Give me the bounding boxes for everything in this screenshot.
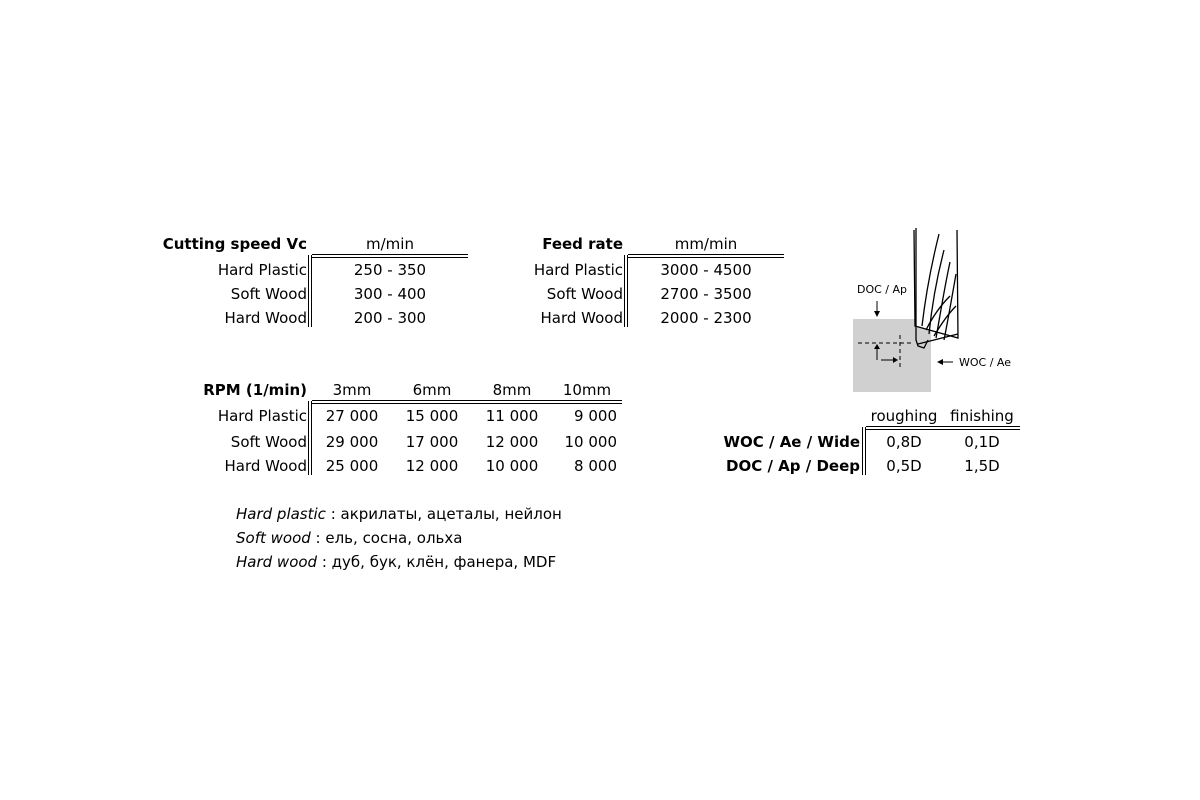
header-double-rule [312, 400, 622, 404]
cutting-speed-row-value: 200 - 300 [353, 309, 427, 327]
doc-label: DOC / Ap [857, 283, 908, 296]
depth-cell: 0,8D [886, 433, 922, 451]
cutting-speed-row-label: Hard Wood [224, 309, 307, 327]
end-mill-diagram [840, 222, 1030, 398]
depth-row-label: DOC / Ap / Deep [726, 457, 860, 475]
rpm-cell: 10 000 [485, 457, 539, 475]
rpm-column-header: 10mm [562, 381, 612, 399]
depth-row-label: WOC / Ae / Wide [723, 433, 860, 451]
feed-rate-row-value: 2000 - 2300 [660, 309, 752, 327]
depth-cell: 0,5D [886, 457, 922, 475]
note-term: Soft wood [236, 529, 311, 547]
cutting-speed-row-label: Soft Wood [230, 285, 307, 303]
depth-column-header: finishing [950, 407, 1014, 425]
note-line [236, 552, 556, 572]
depth-column-header: roughing [870, 407, 938, 425]
header-double-rule [866, 426, 1020, 430]
rpm-cell: 15 000 [405, 407, 459, 425]
cutting-speed-row-label: Hard Plastic [217, 261, 307, 279]
rpm-row-label: Hard Plastic [217, 407, 307, 425]
rpm-cell: 27 000 [325, 407, 379, 425]
header-double-rule [628, 254, 784, 258]
rpm-row-label: Hard Wood [224, 457, 307, 475]
feed-rate-row-label: Hard Plastic [533, 261, 623, 279]
rpm-cell: 25 000 [325, 457, 379, 475]
feed-rate-row-value: 3000 - 4500 [660, 261, 752, 279]
cutting-speed-row-value: 300 - 400 [353, 285, 427, 303]
note-term: Hard plastic [236, 505, 326, 523]
depth-cell: 1,5D [964, 457, 1000, 475]
feed-rate-row-label: Soft Wood [546, 285, 623, 303]
rpm-cell: 29 000 [325, 433, 379, 451]
workpiece-block [853, 319, 931, 392]
rpm-cell: 17 000 [405, 433, 459, 451]
note-text: : ель, сосна, ольха [310, 529, 463, 547]
note-line [236, 504, 562, 524]
cutting-speed-unit: m/min [366, 235, 414, 253]
note-text: : дуб, бук, клён, фанера, MDF [317, 553, 557, 571]
rpm-column-header: 3mm [332, 381, 372, 399]
note-text: : акрилаты, ацеталы, нейлон [325, 505, 562, 523]
rpm-title: RPM (1/min) [203, 381, 307, 399]
rpm-column-header: 8mm [492, 381, 532, 399]
rpm-column-header: 6mm [412, 381, 452, 399]
rpm-cell: 12 000 [485, 433, 539, 451]
depth-cell: 0,1D [964, 433, 1000, 451]
rpm-cell: 8 000 [574, 457, 617, 475]
cutting-speed-row-value: 250 - 350 [353, 261, 427, 279]
note-term: Hard wood [236, 553, 318, 571]
feed-rate-row-label: Hard Wood [540, 309, 623, 327]
rpm-cell: 9 000 [574, 407, 617, 425]
feed-rate-row-value: 2700 - 3500 [660, 285, 752, 303]
feed-rate-unit: mm/min [674, 235, 738, 253]
header-double-rule [312, 254, 468, 258]
rpm-cell: 10 000 [564, 433, 617, 451]
note-line [236, 528, 462, 548]
feed-rate-title: Feed rate [542, 235, 623, 253]
cutting-speed-title: Cutting speed Vc [162, 235, 307, 253]
rpm-cell: 12 000 [405, 457, 459, 475]
rpm-cell: 11 000 [485, 407, 539, 425]
rpm-row-label: Soft Wood [230, 433, 307, 451]
woc-label: WOC / Ae [959, 356, 1012, 369]
